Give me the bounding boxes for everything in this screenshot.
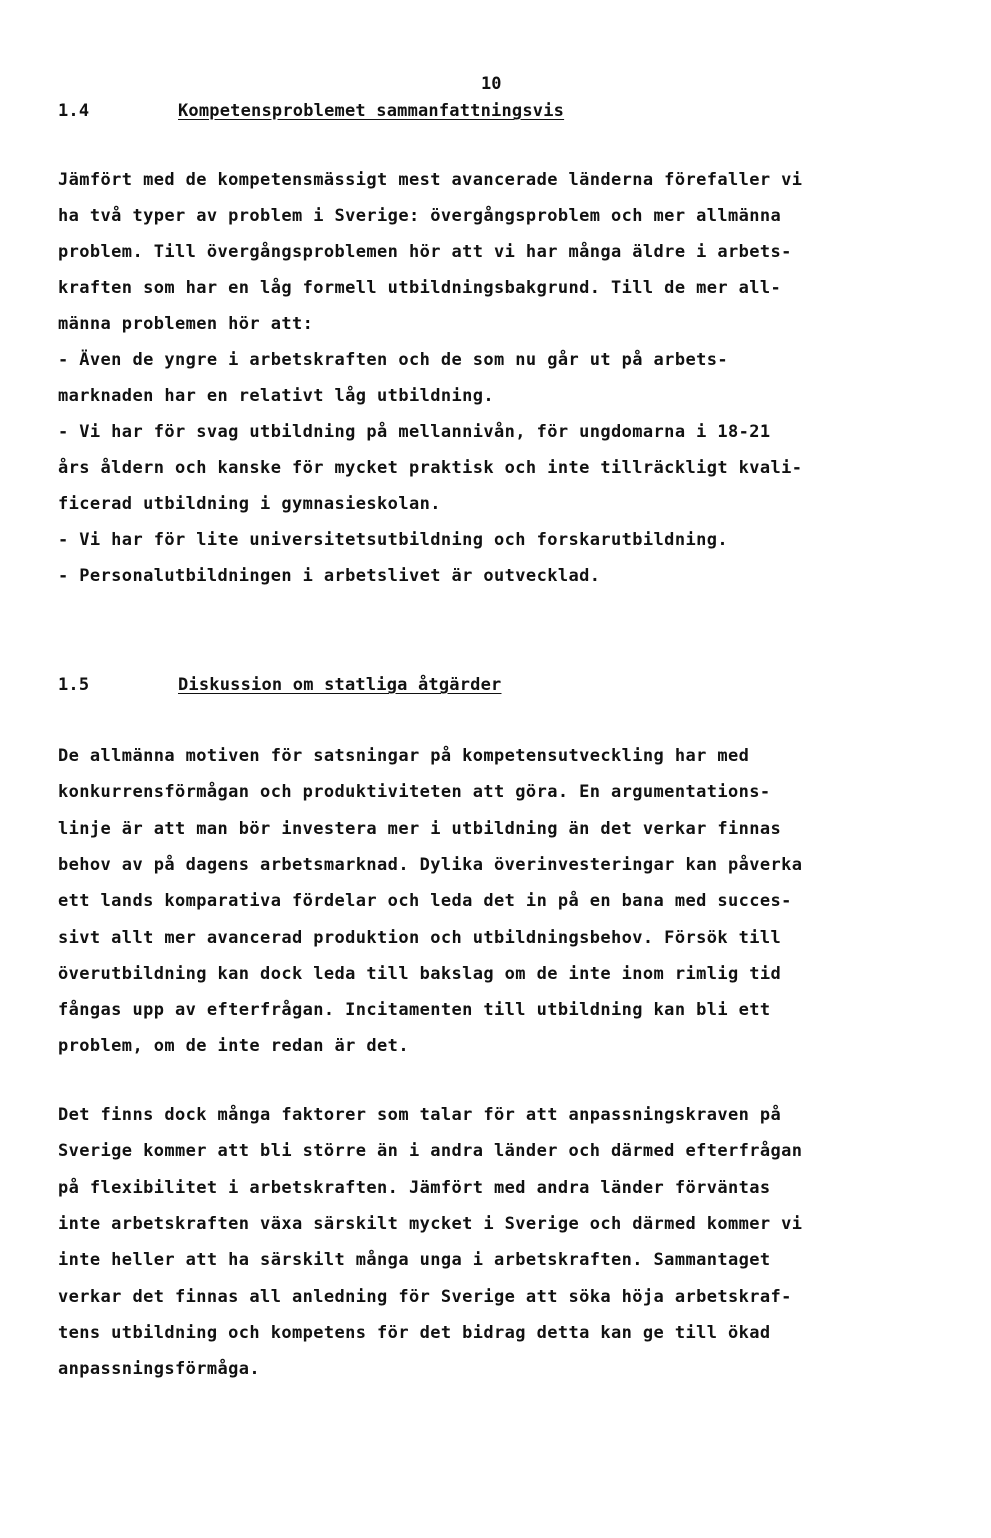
text-line: ficerad utbildning i gymnasieskolan.: [58, 494, 441, 514]
text-line: behov av på dagens arbetsmarknad. Dylika överinvesteringar kan påverka: [58, 854, 803, 875]
text-line: männa problemen hör att:: [58, 314, 314, 334]
text-line: inte heller att ha särskilt många unga i arbetskraften. Sammantaget: [58, 1250, 771, 1271]
text-line: inte arbetskraften växa särskilt mycket i Sverige och därmed kommer vi: [58, 1213, 803, 1234]
text-line: verkar det finnas all anledning för Sverige att söka höja arbetskraf-: [58, 1286, 792, 1307]
text-line: De allmänna motiven för satsningar på kompetensutveckling har med: [58, 746, 750, 766]
text-line: ett lands komparativa fördelar och leda det in på en bana med succes-: [58, 891, 792, 912]
text-line: fångas upp av efterfrågan. Incitamenten till utbildning kan bli ett: [58, 1000, 771, 1021]
text-line: problem, om de inte redan är det.: [58, 1036, 409, 1057]
section-heading-1-5: [58, 675, 501, 695]
section-title: Kompetensproblemet sammanfattningsvis: [178, 101, 565, 121]
text-line: - Personalutbildningen i arbetslivet är outvecklad.: [58, 566, 601, 586]
text-line: Jämfört med de kompetensmässigt mest avancerade länderna förefaller vi: [58, 170, 803, 190]
text-line: kraften som har en låg formell utbildningsbakgrund. Till de mer all-: [58, 278, 782, 298]
text-line: problem. Till övergångsproblemen hör att vi har många äldre i arbets-: [58, 242, 792, 262]
text-line: - Även de yngre i arbetskraften och de som nu går ut på arbets-: [58, 350, 728, 370]
text-line: Det finns dock många faktorer som talar för att anpassningskraven på: [58, 1105, 782, 1125]
text-line: sivt allt mer avancerad produktion och utbildningsbehov. Försök till: [58, 927, 782, 948]
text-line: konkurrensförmågan och produktiviteten att göra. En argumentations-: [58, 782, 771, 803]
page-number: 10: [481, 74, 502, 94]
text-line: ha två typer av problem i Sverige: övergångsproblem och mer allmänna: [58, 206, 782, 226]
text-line: anpassningsförmåga.: [58, 1359, 261, 1380]
text-line: tens utbildning och kompetens för det bidrag detta kan ge till ökad: [58, 1322, 771, 1343]
text-line: års åldern och kanske för mycket praktisk och inte tillräckligt kvali-: [58, 458, 803, 478]
text-line: på flexibilitet i arbetskraften. Jämfört med andra länder förväntas: [58, 1177, 771, 1198]
text-line: - Vi har för lite universitetsutbildning och forskarutbildning.: [58, 530, 728, 550]
text-line: marknaden har en relativt låg utbildning.: [58, 386, 495, 406]
text-line: överutbildning kan dock leda till bakslag om de inte inom rimlig tid: [58, 963, 782, 984]
text-line: - Vi har för svag utbildning på mellannivån, för ungdomarna i 18-21: [58, 422, 771, 442]
section-number: 1.5: [58, 675, 90, 695]
section-heading-1-4: [58, 101, 564, 121]
section-number: 1.4: [58, 101, 90, 121]
text-line: linje är att man bör investera mer i utbildning än det verkar finnas: [58, 818, 782, 839]
section-title: Diskussion om statliga åtgärder: [178, 675, 502, 695]
text-line: Sverige kommer att bli större än i andra länder och därmed efterfrågan: [58, 1141, 803, 1162]
